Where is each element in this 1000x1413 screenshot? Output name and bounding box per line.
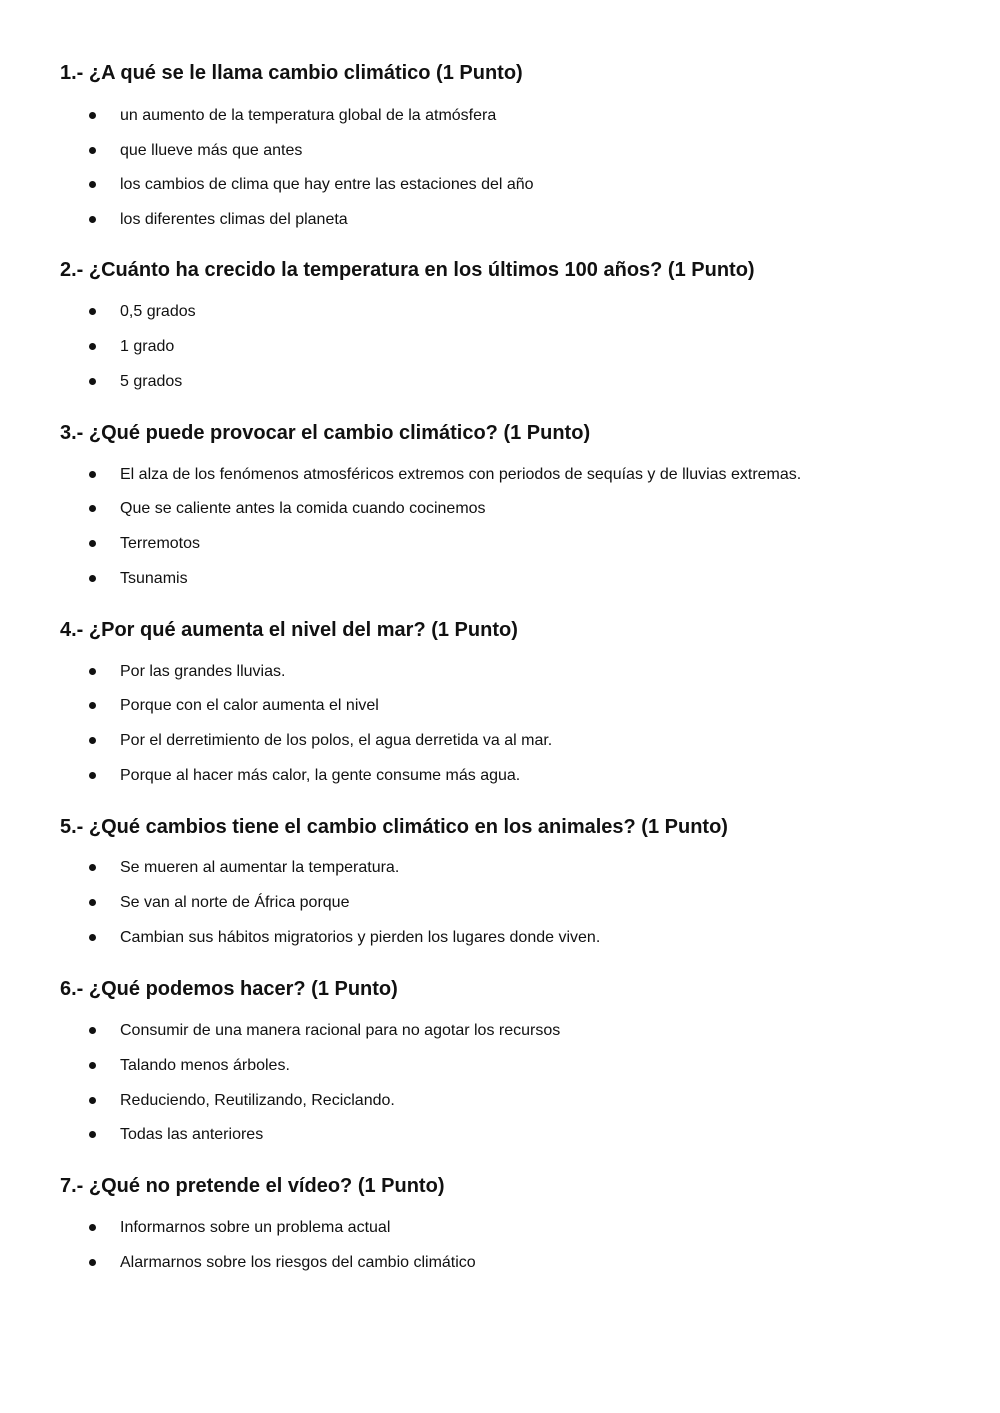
answer-option[interactable]	[0, 730, 1000, 752]
bullet-icon	[89, 471, 96, 478]
question-title: 3.- ¿Qué puede provocar el cambio climático? (1 Punto)	[60, 422, 591, 444]
answer-option-label: los diferentes climas del planeta	[120, 211, 348, 228]
answer-option-label: Terremotos	[120, 535, 201, 552]
answer-option-label: Que se caliente antes la comida cuando cocinemos	[120, 500, 486, 517]
answer-option[interactable]	[0, 1217, 1000, 1239]
answer-option[interactable]	[0, 1124, 1000, 1146]
question-title: 5.- ¿Qué cambios tiene el cambio climático en los animales? (1 Punto)	[60, 816, 728, 838]
bullet-icon	[89, 1062, 96, 1069]
answer-option[interactable]	[0, 927, 1000, 949]
answer-option[interactable]	[0, 105, 1000, 127]
bullet-icon	[89, 1027, 96, 1034]
answer-option-label: 0,5 grados	[120, 303, 196, 320]
bullet-icon	[89, 181, 96, 188]
answer-option[interactable]	[0, 140, 1000, 162]
answer-option-label: Informarnos sobre un problema actual	[120, 1219, 391, 1236]
answer-option[interactable]	[0, 336, 1000, 358]
answer-option-label: Porque con el calor aumenta el nivel	[120, 697, 379, 714]
answer-option-label: 5 grados	[120, 373, 183, 390]
answer-option[interactable]	[0, 498, 1000, 520]
answer-option-label: que llueve más que antes	[120, 142, 303, 159]
answer-option-label: Reduciendo, Reutilizando, Reciclando.	[120, 1092, 395, 1109]
answer-option-label: Por el derretimiento de los polos, el agua derretida va al mar.	[120, 732, 553, 749]
answer-option[interactable]	[0, 301, 1000, 323]
bullet-icon	[89, 864, 96, 871]
bullet-icon	[89, 505, 96, 512]
answer-option-label: un aumento de la temperatura global de la atmósfera	[120, 107, 497, 124]
answer-option[interactable]	[0, 371, 1000, 393]
answer-option[interactable]	[0, 1020, 1000, 1042]
answer-option[interactable]	[0, 1055, 1000, 1077]
answer-option-label: Alarmarnos sobre los riesgos del cambio climático	[120, 1254, 476, 1271]
answer-option-label: los cambios de clima que hay entre las estaciones del año	[120, 176, 534, 193]
bullet-icon	[89, 702, 96, 709]
answer-option[interactable]	[0, 857, 1000, 879]
bullet-icon	[89, 899, 96, 906]
answer-option-label: El alza de los fenómenos atmosféricos extremos con periodos de sequías y de lluvias extremas.	[120, 466, 802, 483]
bullet-icon	[89, 668, 96, 675]
bullet-icon	[89, 308, 96, 315]
answer-option-label: Se van al norte de África porque	[120, 894, 350, 911]
question-title: 4.- ¿Por qué aumenta el nivel del mar? (1 Punto)	[60, 619, 518, 641]
answer-option[interactable]	[0, 1252, 1000, 1274]
answer-option[interactable]	[0, 765, 1000, 787]
bullet-icon	[89, 112, 96, 119]
answer-option[interactable]	[0, 661, 1000, 683]
bullet-icon	[89, 772, 96, 779]
bullet-icon	[89, 934, 96, 941]
bullet-icon	[89, 1224, 96, 1231]
answer-option-label: Cambian sus hábitos migratorios y pierden los lugares donde viven.	[120, 929, 601, 946]
bullet-icon	[89, 147, 96, 154]
answer-option[interactable]	[0, 892, 1000, 914]
answer-option[interactable]	[0, 464, 1000, 486]
bullet-icon	[89, 540, 96, 547]
answer-option[interactable]	[0, 695, 1000, 717]
answer-option[interactable]	[0, 209, 1000, 231]
bullet-icon	[89, 1131, 96, 1138]
bullet-icon	[89, 343, 96, 350]
answer-option[interactable]	[0, 568, 1000, 590]
bullet-icon	[89, 1097, 96, 1104]
bullet-icon	[89, 1259, 96, 1266]
answer-option[interactable]	[0, 533, 1000, 555]
answer-option-label: 1 grado	[120, 338, 175, 355]
question-title: 6.- ¿Qué podemos hacer? (1 Punto)	[60, 978, 398, 1000]
answer-option-label: Consumir de una manera racional para no agotar los recursos	[120, 1022, 561, 1039]
question-title: 7.- ¿Qué no pretende el vídeo? (1 Punto)	[60, 1175, 445, 1197]
answer-option-label: Tsunamis	[120, 570, 188, 587]
question-title: 1.- ¿A qué se le llama cambio climático (1 Punto)	[60, 62, 523, 84]
bullet-icon	[89, 737, 96, 744]
answer-option[interactable]	[0, 174, 1000, 196]
answer-option-label: Se mueren al aumentar la temperatura.	[120, 859, 400, 876]
question-title: 2.- ¿Cuánto ha crecido la temperatura en los últimos 100 años? (1 Punto)	[60, 259, 755, 281]
bullet-icon	[89, 378, 96, 385]
answer-option[interactable]	[0, 1090, 1000, 1112]
answer-option-label: Todas las anteriores	[120, 1126, 264, 1143]
bullet-icon	[89, 216, 96, 223]
answer-option-label: Talando menos árboles.	[120, 1057, 290, 1074]
answer-option-label: Por las grandes lluvias.	[120, 663, 286, 680]
answer-option-label: Porque al hacer más calor, la gente consume más agua.	[120, 767, 521, 784]
bullet-icon	[89, 575, 96, 582]
